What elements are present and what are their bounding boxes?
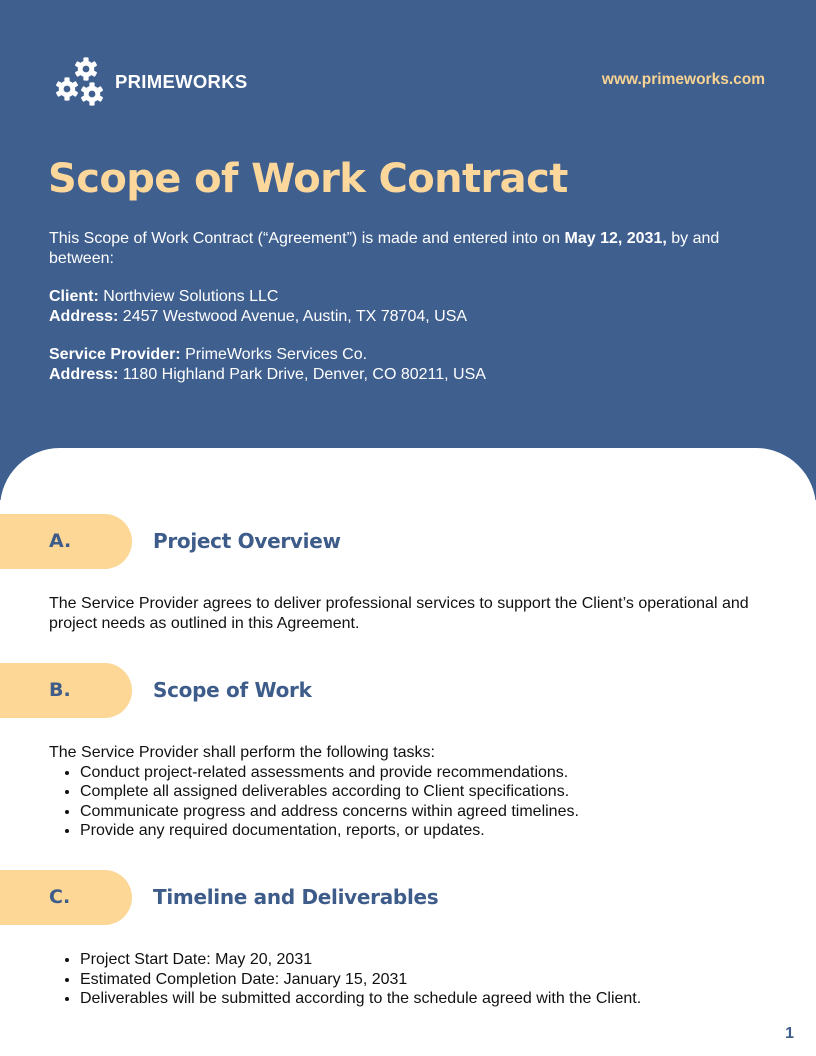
list-item: • Provide any required documentation, reports, or updates. (80, 821, 749, 841)
client-address-label: Address: (49, 307, 119, 325)
gears-icon (54, 56, 106, 108)
brand-name: PRIMEWORKS (115, 71, 248, 92)
brand-logo (54, 56, 248, 108)
provider-name: PrimeWorks Services Co. (180, 346, 368, 363)
section-body-timeline (49, 950, 749, 1009)
section-letter-c: C. (49, 886, 71, 908)
section-title-project-overview: Project Overview (153, 529, 341, 553)
agreement-date: May 12, 2031, (564, 230, 667, 247)
section-body-scope-of-work (49, 743, 749, 841)
project-overview-text: The Service Provider agrees to deliver professional services to support the Client’s operational and project needs as outlined in this Agreement. (49, 595, 749, 632)
list-item: • Deliverables will be submitted according to the schedule agreed with the Client. (80, 989, 749, 1009)
scope-task-list (49, 763, 749, 841)
client-address-line (49, 307, 769, 327)
client-name: Northview Solutions LLC (98, 288, 279, 305)
section-letter-a: A. (49, 530, 72, 552)
section-body-project-overview (49, 594, 749, 633)
client-label: Client: (49, 288, 99, 305)
list-item: • Complete all assigned deliverables according to Client specifications. (80, 782, 749, 802)
provider-address: 1180 Highland Park Drive, Denver, CO 80211, USA (118, 365, 486, 383)
intro-paragraph (49, 229, 769, 268)
timeline-list (49, 950, 749, 1009)
intro-text-end: by and between: (49, 230, 720, 267)
website-link[interactable]: www.primeworks.com (601, 71, 765, 88)
section-title-scope-of-work: Scope of Work (153, 678, 312, 702)
provider-line (49, 345, 769, 365)
client-line (49, 287, 769, 307)
provider-address-label: Address: (49, 365, 119, 383)
intro-block (49, 229, 769, 384)
page-title: Scope of Work Contract (48, 156, 568, 202)
intro-text: This Scope of Work Contract (“Agreement”) is made and entered into on (49, 230, 565, 247)
section-title-timeline: Timeline and Deliverables (153, 885, 439, 909)
list-item: • Conduct project-related assessments and provide recommendations. (80, 763, 749, 783)
scope-intro-text: The Service Provider shall perform the following tasks: (49, 744, 435, 761)
provider-address-line (49, 365, 769, 385)
page-number: 1 (785, 1025, 794, 1042)
section-letter-b: B. (49, 679, 71, 701)
client-address: 2457 Westwood Avenue, Austin, TX 78704, USA (118, 307, 468, 325)
list-item: • Estimated Completion Date: January 15, 2031 (80, 970, 749, 990)
list-item: • Communicate progress and address concerns within agreed timelines. (80, 802, 749, 822)
provider-label: Service Provider: (49, 346, 181, 363)
list-item: • Project Start Date: May 20, 2031 (80, 950, 749, 970)
